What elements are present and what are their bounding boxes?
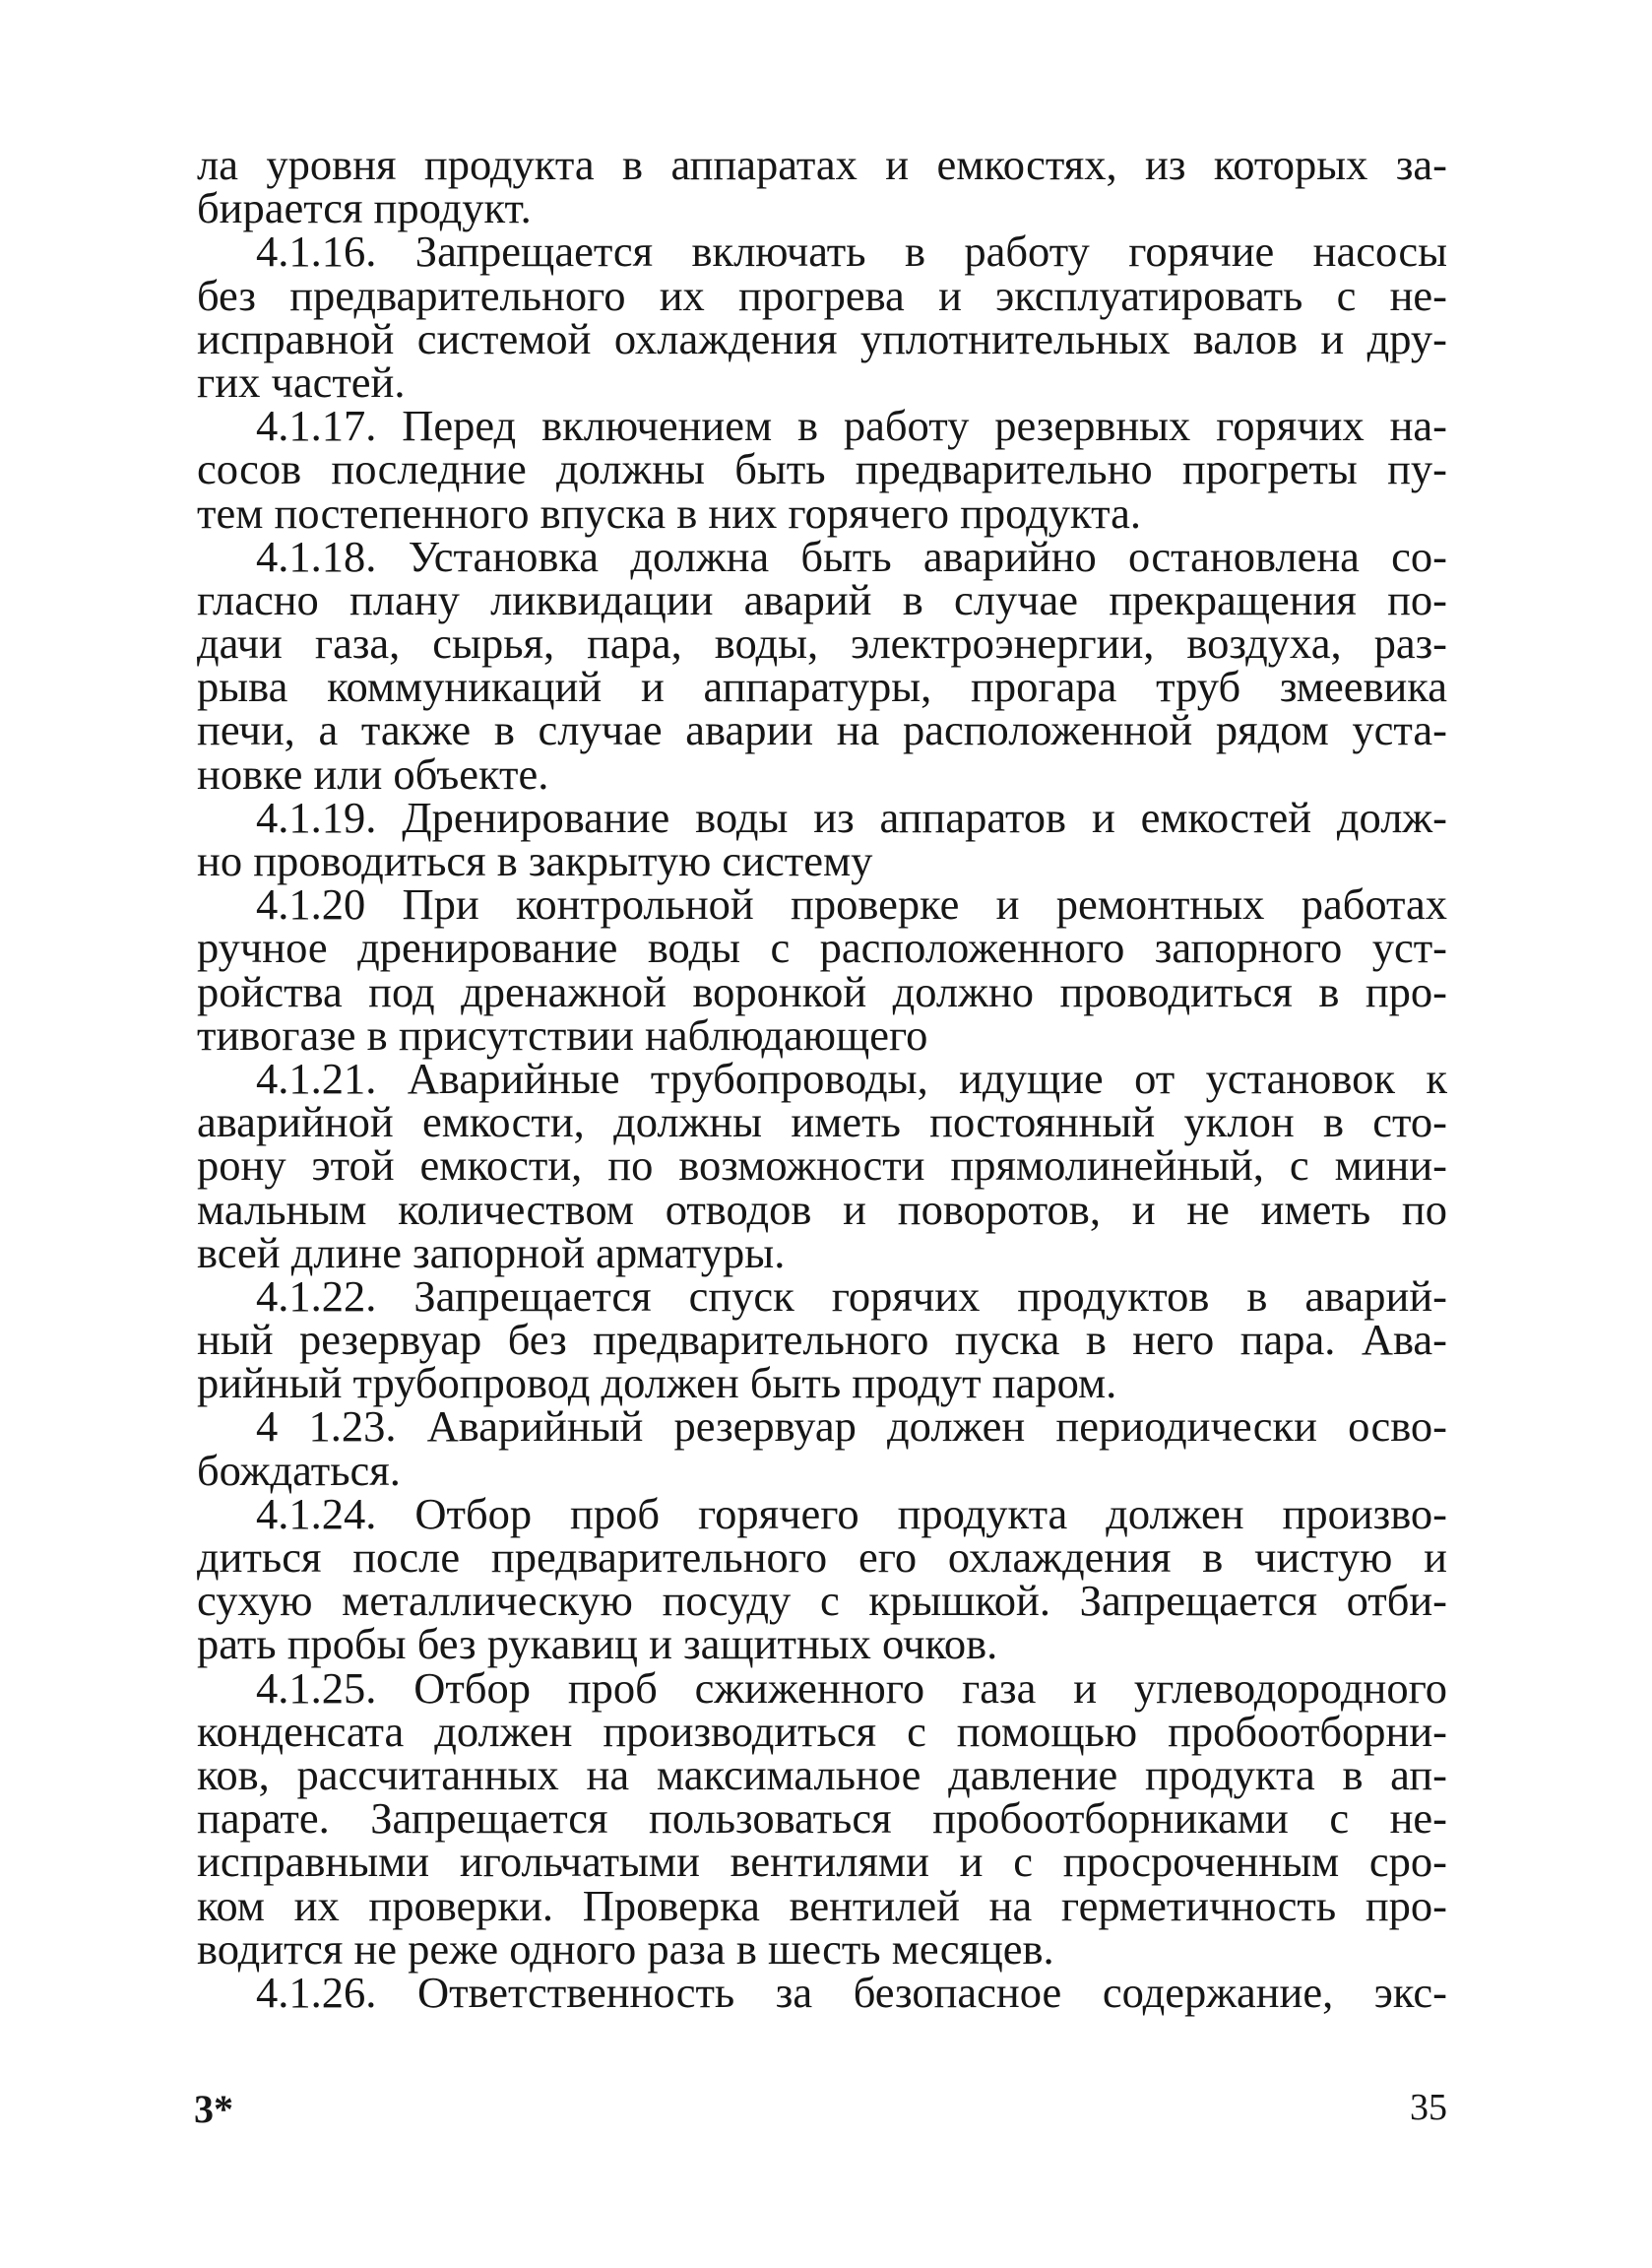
text-line: новке или объекте. [197,748,549,799]
text-line: исправной системой охлаждения уплотнительных валов и дру- [197,313,1447,363]
text-line: гласно плану ликвидации аварий в случае прекращения по- [197,574,1447,624]
text-line: исправными игольчатыми вентилями и с просроченным сро- [197,1837,1447,1887]
text-line: ройства под дренажной воронкой должно проводиться в про- [197,966,1447,1016]
text-line: но проводиться в закрытую систему [197,836,873,885]
text-line: ков, рассчитанных на максимальное давление продукта в ап- [197,1749,1447,1799]
text-line: бождаться. [197,1445,401,1495]
text-line: без предварительного их прогрева и эксплуатировать с не- [197,270,1447,320]
text-line: рону этой емкости, по возможности прямолинейный, с мини- [197,1140,1447,1191]
text-line: рыва коммуникаций и аппаратуры, прогара труб змеевика [197,662,1447,712]
text-line: водится не реже одного раза в шесть месяцев. [197,1923,1054,1974]
text-line: парате. Запрещается пользоваться пробоотборниками с не- [197,1793,1447,1844]
text-line: 4.1.26. Ответственность за безопасное содержание, экс- [256,1967,1447,2017]
text-line: диться после предварительного его охлаждения в чистую и [197,1532,1447,1582]
text-line: 4 1.23. Аварийный резервуар должен периодически осво- [256,1401,1447,1452]
signature-mark: 3* [194,2087,233,2131]
text-line: мальным количеством отводов и поворотов, и не иметь по [197,1184,1447,1234]
text-line: ный резервуар без предварительного пуска в него пара. Ава- [197,1315,1447,1365]
text-line: всей длине запорной арматуры. [197,1227,786,1277]
text-line: ла уровня продукта в аппаратах и емкостях, из которых за- [197,140,1447,189]
text-line: 4.1.25. Отбор проб сжиженного газа и углеводородного [256,1662,1447,1713]
text-line: 4.1.18. Установка должна быть аварийно остановлена со- [256,531,1447,581]
text-line: ручное дренирование воды с расположенного запорного уст- [197,923,1447,973]
text-line: 4.1.21. Аварийные трубопроводы, идущие от установок к [256,1053,1447,1103]
text-line: сосов последние должны быть предварительно прогреты пу- [197,444,1447,494]
text-line: дачи газа, сырья, пара, воды, электроэнергии, воздуха, раз- [197,618,1447,669]
text-line: 4.1.24. Отбор проб горячего продукта должен произво- [256,1488,1447,1538]
page-number: 35 [1410,2087,1447,2128]
text-line: бирается продукт. [197,183,532,233]
body-text [197,140,1447,2017]
text-line: 4.1.19. Дренирование воды из аппаратов и емкостей долж- [256,792,1447,842]
text-line: конденсата должен производиться с помощью пробоотборни- [197,1706,1447,1756]
text-line: 4.1.17. Перед включением в работу резервных горячих на- [256,401,1447,451]
text-line: печи, а также в случае аварии на расположенной рядом уста- [197,705,1447,755]
text-line: тивогазе в присутствии наблюдающего [197,1009,928,1060]
text-line: 4.1.20 При контрольной проверке и ремонтных работах [256,879,1447,930]
text-line: рийный трубопровод должен быть продут паром. [197,1358,1117,1408]
text-line: 4.1.22. Запрещается спуск горячих продуктов в аварий- [256,1270,1447,1321]
text-line: гих частей. [197,356,406,407]
text-line: тем постепенного впуска в них горячего продукта. [197,487,1141,538]
text-line: рать пробы без рукавиц и защитных очков. [197,1619,998,1669]
text-line: 4.1.16. Запрещается включать в работу горячие насосы [256,227,1447,277]
text-line: ком их проверки. Проверка вентилей на герметичность про- [197,1880,1447,1930]
text-line: аварийной емкости, должны иметь постоянный уклон в сто- [197,1097,1447,1147]
text-line: сухую металлическую посуду с крышкой. Запрещается отби- [197,1576,1447,1626]
